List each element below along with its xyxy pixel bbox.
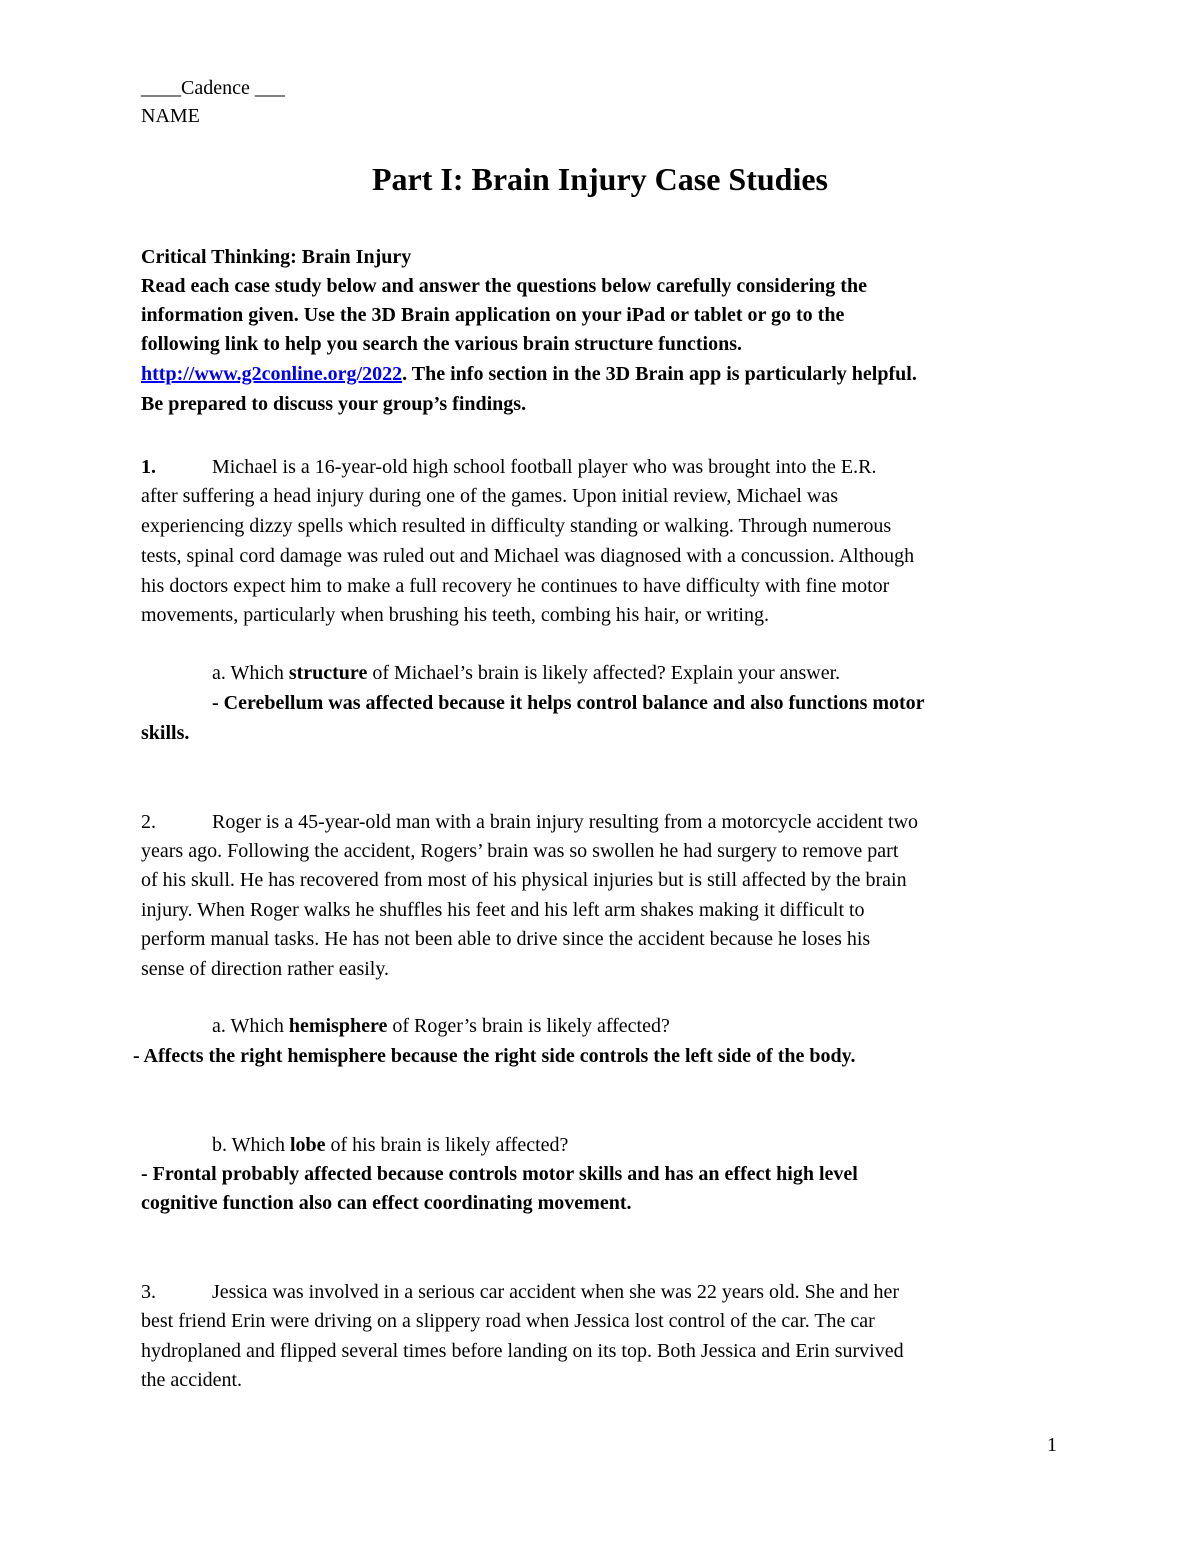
case1-line: his doctors expect him to make a full recovery he continues to have difficulty with fine motor [141, 575, 890, 597]
g2conline-link[interactable]: http://www.g2conline.org/2022 [141, 363, 403, 385]
case2-line: years ago. Following the accident, Rogers’ brain was so swollen he had surgery to remove part [141, 840, 899, 862]
intro-link-tail: . The info section in the 3D Brain app is particularly helpful. [402, 363, 917, 385]
case1-question-a [212, 658, 840, 688]
question-prefix: b. Which [212, 1134, 290, 1156]
intro-line: following link to help you search the various brain structure functions. [141, 333, 742, 355]
intro-line: Read each case study below and answer the questions below carefully considering the [141, 275, 867, 297]
case2-line: of his skull. He has recovered from most of his physical injuries but is still affected by the brain [141, 869, 907, 891]
case1-line: movements, particularly when brushing his teeth, combing his hair, or writing. [141, 604, 769, 626]
case3-text: Jessica was involved in a serious car accident when she was 22 years old. She and her [212, 1281, 900, 1303]
question-suffix: of Michael’s brain is likely affected? Explain your answer. [367, 662, 841, 684]
case1-answer-a-cont: skills. [141, 722, 190, 744]
case1-line: tests, spinal cord damage was ruled out and Michael was diagnosed with a concussion. Although [141, 545, 915, 567]
case1-line: after suffering a head injury during one of the games. Upon initial review, Michael was [141, 485, 839, 507]
case2-line: perform manual tasks. He has not been able to drive since the accident because he loses his [141, 928, 871, 950]
question-keyword: structure [288, 662, 368, 684]
case1-answer-a: - Cerebellum was affected because it helps control balance and also functions motor [212, 692, 925, 714]
case2-first-line [141, 807, 918, 837]
case3-first-line [141, 1277, 899, 1307]
question-suffix: of Roger’s brain is likely affected? [387, 1015, 670, 1037]
case1-line: experiencing dizzy spells which resulted in difficulty standing or walking. Through numerous [141, 515, 892, 537]
case2-number: 2. [141, 811, 156, 833]
page-number: 1 [1047, 1434, 1057, 1456]
intro-heading: Critical Thinking: Brain Injury [141, 246, 412, 268]
case1-number: 1. [141, 456, 156, 478]
case3-number: 3. [141, 1281, 156, 1303]
case2-question-b [212, 1130, 568, 1160]
question-suffix: of his brain is likely affected? [325, 1134, 569, 1156]
case2-answer-a: - Affects the right hemisphere because the right side controls the left side of the body. [133, 1045, 856, 1067]
case2-question-a [212, 1011, 670, 1041]
intro-last-line: Be prepared to discuss your group’s findings. [141, 393, 527, 415]
case3-line: best friend Erin were driving on a slippery road when Jessica lost control of the car. The car [141, 1310, 875, 1332]
question-prefix: a. Which [212, 1015, 289, 1037]
case3-line: the accident. [141, 1369, 243, 1391]
case2-text: Roger is a 45-year-old man with a brain injury resulting from a motorcycle accident two [212, 811, 919, 833]
intro-link-line [141, 359, 917, 389]
question-keyword: lobe [289, 1134, 326, 1156]
case2-answer-b: - Frontal probably affected because controls motor skills and has an effect high level [141, 1163, 858, 1185]
intro-line: information given. Use the 3D Brain application on your iPad or tablet or go to the [141, 304, 845, 326]
case2-line: sense of direction rather easily. [141, 958, 390, 980]
name-line: ____Cadence ___ [141, 77, 285, 99]
question-prefix: a. Which [212, 662, 289, 684]
name-label: NAME [141, 105, 200, 127]
case1-first-line [141, 452, 876, 482]
case3-line: hydroplaned and flipped several times before landing on its top. Both Jessica and Erin survived [141, 1340, 904, 1362]
case2-line: injury. When Roger walks he shuffles his feet and his left arm shakes making it difficult to [141, 899, 865, 921]
question-keyword: hemisphere [288, 1015, 388, 1037]
case2-answer-b-cont: cognitive function also can effect coordinating movement. [141, 1192, 632, 1214]
page-title: Part I: Brain Injury Case Studies [371, 161, 828, 197]
case1-text: Michael is a 16-year-old high school football player who was brought into the E.R. [212, 456, 877, 478]
